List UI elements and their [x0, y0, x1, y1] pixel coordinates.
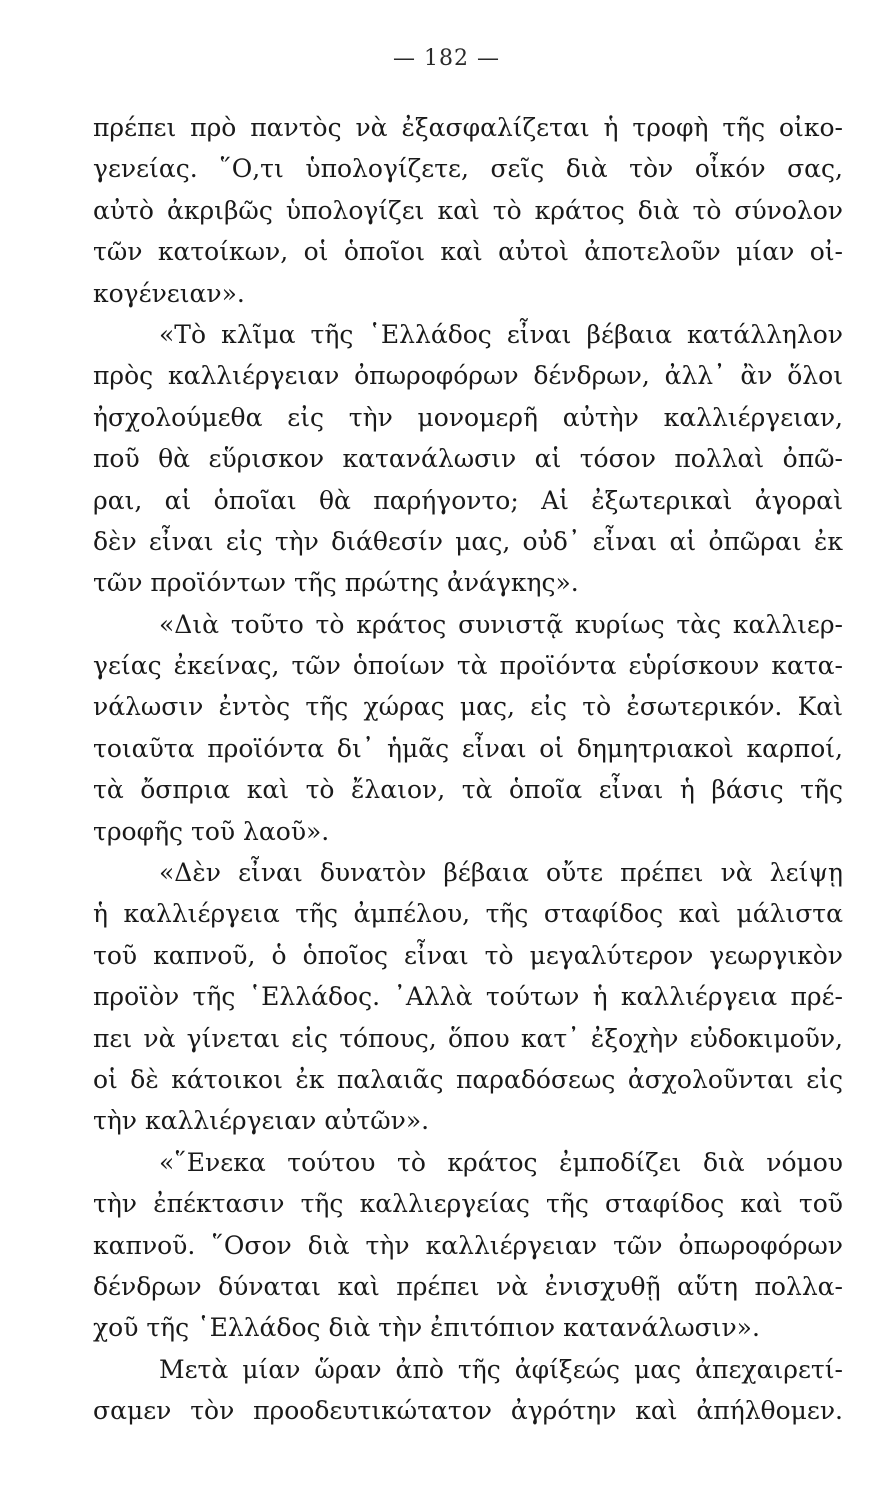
text-line: χοῦ τῆς ῾Ελλάδος διὰ τὴν ἐπιτόπιον κατανάλωσιν».: [93, 1313, 760, 1343]
text-line: σαμεν τὸν προοδευτικώτατον ἀγρότην καὶ ἀπήλθομεν.: [93, 1396, 843, 1426]
text-line: κογένειαν».: [93, 278, 245, 308]
text-line: ραι, αἱ ὁποῖαι θὰ παρήγοντο; Αἱ ἐξωτερικαὶ ἀγοραὶ: [93, 485, 843, 515]
text-line: νάλωσιν ἐντὸς τῆς χώρας μας, εἰς τὸ ἐσωτερικόν. Καὶ: [93, 692, 843, 722]
text-line: «Διὰ τοῦτο τὸ κράτος συνιστᾷ κυρίως τὰς καλλιερ-: [159, 609, 843, 639]
text-line: τῶν κατοίκων, οἱ ὁποῖοι καὶ αὐτοὶ ἀποτελοῦν μίαν οἰ-: [93, 237, 843, 267]
text-line: ποῦ θὰ εὕρισκον κατανάλωσιν αἱ τόσον πολλαὶ ὀπῶ-: [93, 444, 843, 474]
text-line: προϊὸν τῆς ῾Ελλάδος. ᾿Αλλὰ τούτων ἡ καλλιέργεια πρέ-: [93, 982, 843, 1012]
page-number: — 182 —: [393, 46, 500, 71]
text-line: αὐτὸ ἀκριβῶς ὑπολογίζει καὶ τὸ κράτος διὰ τὸ σύνολον: [93, 195, 843, 225]
text-line: τὴν ἐπέκτασιν τῆς καλλιεργείας τῆς σταφίδος καὶ τοῦ: [93, 1189, 843, 1219]
text-line: γενείας. ῞Ο,τι ὑπολογίζετε, σεῖς διὰ τὸν οἶκόν σας,: [93, 154, 843, 184]
text-line: τὴν καλλιέργειαν αὐτῶν».: [93, 1106, 430, 1136]
text-line: τροφῆς τοῦ λαοῦ».: [93, 816, 330, 846]
text-line: τοιαῦτα προϊόντα δι᾽ ἡμᾶς εἶναι οἱ δημητριακοὶ καρποί,: [93, 733, 843, 763]
text-line: γείας ἐκείνας, τῶν ὁποίων τὰ προϊόντα εὑρίσκουν κατα-: [93, 651, 843, 681]
text-line: «Τὸ κλῖμα τῆς ῾Ελλάδος εἶναι βέβαια κατάλληλον: [159, 319, 843, 349]
text-line: δὲν εἶναι εἰς τὴν διάθεσίν μας, οὐδ᾽ εἶναι αἱ ὀπῶραι ἐκ: [93, 526, 843, 556]
text-line: τὰ ὄσπρια καὶ τὸ ἔλαιον, τὰ ὁποῖα εἶναι ἡ βάσις τῆς: [93, 775, 843, 805]
text-line: Μετὰ μίαν ὥραν ἀπὸ τῆς ἀφίξεώς μας ἀπεχαιρετί-: [159, 1354, 843, 1384]
text-line: καπνοῦ. ῞Οσον διὰ τὴν καλλιέργειαν τῶν ὀπωροφόρων: [93, 1230, 843, 1260]
text-line: «῞Ενεκα τούτου τὸ κράτος ἐμποδίζει διὰ νόμου: [159, 1147, 843, 1177]
text-line: πρὸς καλλιέργειαν ὀπωροφόρων δένδρων, ἀλλ᾽ ἂν ὅλοι: [93, 361, 843, 391]
text-line: ἡ καλλιέργεια τῆς ἀμπέλου, τῆς σταφίδος καὶ μάλιστα: [93, 899, 843, 929]
text-line: τῶν προϊόντων τῆς πρώτης ἀνάγκης».: [93, 568, 579, 598]
text-line: «Δὲν εἶναι δυνατὸν βέβαια οὔτε πρέπει νὰ λείψῃ: [159, 858, 843, 888]
text-line: πει νὰ γίνεται εἰς τόπους, ὅπου κατ᾽ ἐξοχὴν εὐδοκιμοῦν,: [93, 1023, 843, 1053]
text-line: δένδρων δύναται καὶ πρέπει νὰ ἐνισχυθῇ αὕτη πολλα-: [93, 1271, 843, 1301]
text-line: τοῦ καπνοῦ, ὁ ὁποῖος εἶναι τὸ μεγαλύτερον γεωργικὸν: [93, 940, 843, 970]
text-line: οἱ δὲ κάτοικοι ἐκ παλαιᾶς παραδόσεως ἀσχολοῦνται εἰς: [93, 1064, 843, 1094]
body-text: [93, 107, 843, 1432]
text-line: πρέπει πρὸ παντὸς νὰ ἐξασφαλίζεται ἡ τροφὴ τῆς οἰκο-: [93, 113, 843, 142]
text-line: ἠσχολούμεθα εἰς τὴν μονομερῆ αὐτὴν καλλιέργειαν,: [93, 402, 843, 432]
